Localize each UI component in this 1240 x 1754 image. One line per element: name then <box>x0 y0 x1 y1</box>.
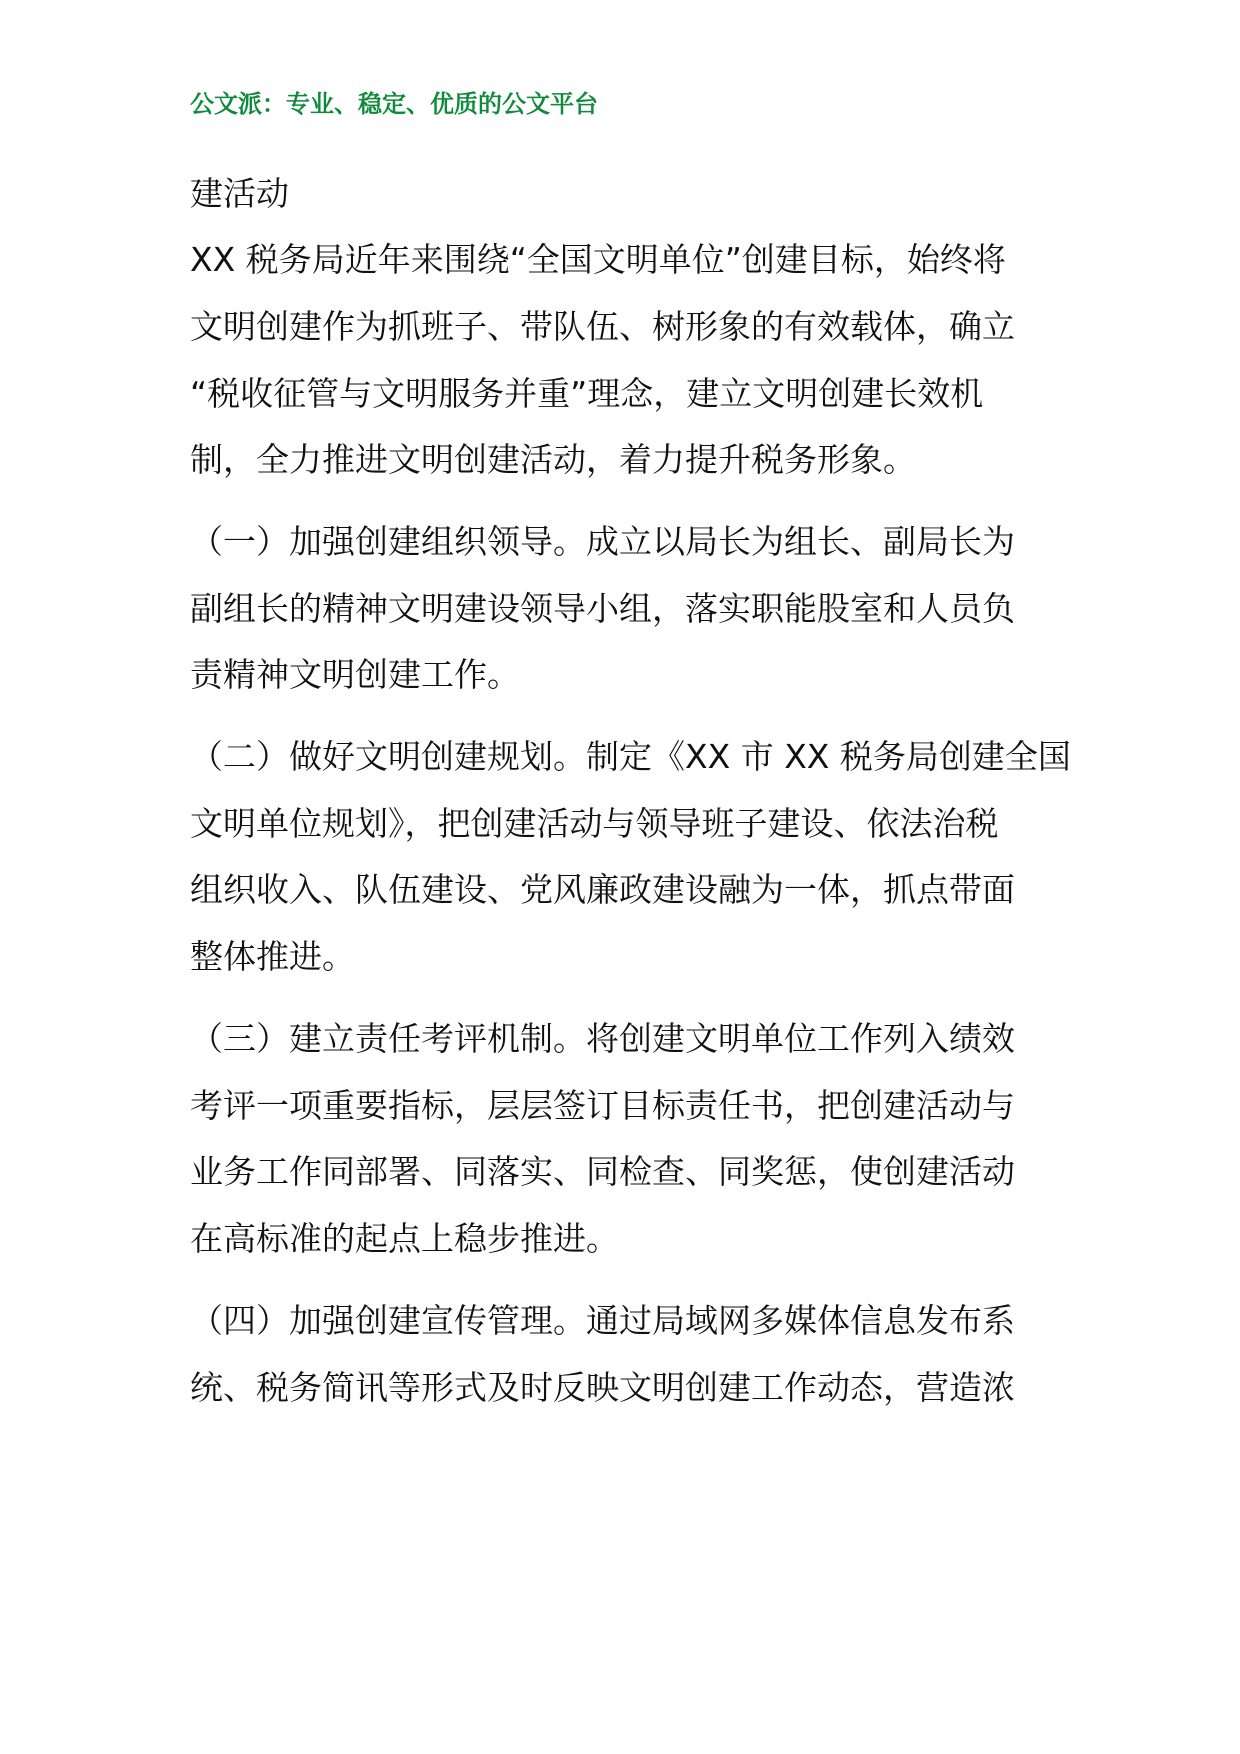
text-line: XX 税务局近年来围绕“全国文明单位”创建目标，始终将 <box>190 240 1006 279</box>
text-line: （四）加强创建宣传管理。通过局域网多媒体信息发布系 <box>190 1301 1015 1340</box>
text-line: 责精神文明创建工作。 <box>190 655 520 694</box>
text-line: （二）做好文明创建规划。制定《XX 市 XX 税务局创建全国 <box>190 737 1071 776</box>
text-line: （三）建立责任考评机制。将创建文明单位工作列入绩效 <box>190 1019 1015 1058</box>
text-line: （一）加强创建组织领导。成立以局长为组长、副局长为 <box>190 522 1015 561</box>
text-line: 副组长的精神文明建设领导小组，落实职能股室和人员负 <box>190 589 1015 628</box>
text-line: 整体推进。 <box>190 937 355 976</box>
text-line: 在高标准的起点上稳步推进。 <box>190 1219 619 1258</box>
text-line: 建活动 <box>190 174 289 213</box>
text-line: 组织收入、队伍建设、党风廉政建设融为一体，抓点带面 <box>190 870 1015 909</box>
text-line: 业务工作同部署、同落实、同检查、同奖惩，使创建活动 <box>190 1152 1015 1191</box>
text-line: “税收征管与文明服务并重”理念，建立文明创建长效机 <box>190 374 984 413</box>
text-line: 文明创建作为抓班子、带队伍、树形象的有效载体，确立 <box>190 307 1015 346</box>
text-line: 制，全力推进文明创建活动，着力提升税务形象。 <box>190 440 916 479</box>
text-line: 文明单位规划》，把创建活动与领导班子建设、依法治税 <box>190 804 999 843</box>
text-line: 统、税务简讯等形式及时反映文明创建工作动态，营造浓 <box>190 1368 1015 1407</box>
text-line: 考评一项重要指标，层层签订目标责任书，把创建活动与 <box>190 1086 1015 1125</box>
header-slogan: 公文派：专业、稳定、优质的公文平台 <box>190 90 598 118</box>
